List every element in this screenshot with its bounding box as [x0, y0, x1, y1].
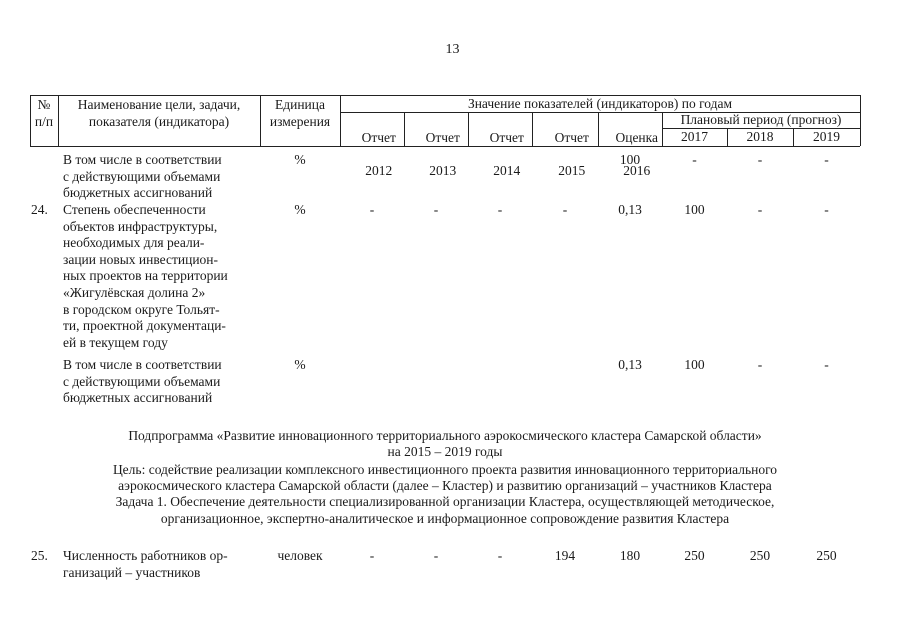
row-value-2012: -	[369, 548, 375, 563]
col-label: Оценка	[615, 129, 659, 145]
header-values-title: Значение показателей (индикаторов) по годам	[467, 96, 733, 111]
row-value-2019: -	[824, 202, 829, 217]
row-value-2017: 100	[684, 202, 705, 217]
subprogram-goal-line1: Цель: содействие реализации комплексного инвестиционного проекта развития инновационного территориального	[112, 462, 778, 477]
row-value-2013: -	[433, 202, 439, 217]
row-num: 25.	[31, 548, 48, 563]
col-year: 2014	[493, 162, 521, 178]
col-year: 2015	[558, 162, 586, 178]
col-label: Отчет	[425, 129, 460, 145]
row-name: Степень обеспеченности объектов инфраструктуры, необходимых для реали- зации новых инвестицион- ных проектов на территории «Жигулёвская долина 2» в городском округе Тольят- ти, проектной документаци- ей в текущем году	[63, 202, 228, 350]
header-plan-2017: 2017	[681, 129, 708, 144]
row-value-2016: 100	[619, 152, 641, 167]
row-name: В том числе в соответствии с действующими объемами бюджетных ассигнований	[63, 152, 222, 201]
col-year: 2013	[429, 162, 457, 178]
row-value-2018: -	[757, 357, 763, 372]
header-col-2015	[532, 113, 598, 196]
header-col-2013	[404, 113, 468, 196]
row-unit: %	[294, 152, 306, 167]
header-planned-title: Плановый период (прогноз)	[680, 112, 842, 127]
row-value-2015: -	[562, 202, 568, 217]
col-label: Отчет	[489, 129, 524, 145]
page-number: 13	[445, 42, 460, 57]
row-value-2014: -	[497, 202, 503, 217]
subprogram-task-line1: Задача 1. Обеспечение деятельности специализированной организации Кластера, осуществляющей методическое,	[115, 494, 775, 509]
row-value-2017: -	[692, 152, 697, 167]
subprogram-goal-line2: аэрокосмического кластера Самарской области (далее – Кластер) и развитию организаций – участников Кластера	[118, 478, 772, 493]
row-value-2019: 250	[816, 548, 837, 563]
row-value-2012: -	[369, 202, 375, 217]
row-value-2019: -	[824, 152, 829, 167]
header-col-2012	[340, 113, 404, 196]
row-value-2018: 250	[749, 548, 771, 563]
row-value-2019: -	[824, 357, 829, 372]
header-plan-2018: 2018	[746, 129, 774, 144]
row-unit: %	[294, 357, 306, 372]
row-num: 24.	[31, 202, 48, 217]
row-name: В том числе в соответствии с действующими объемами бюджетных ассигнований	[63, 357, 222, 406]
col-year: 2012	[365, 162, 393, 178]
subprogram-title-line1: Подпрограмма «Развитие инновационного территориального аэрокосмического кластера Самарской области»	[128, 428, 762, 443]
col-year: 2016	[623, 162, 651, 178]
row-value-2016: 0,13	[618, 357, 642, 372]
col-label: Отчет	[554, 129, 589, 145]
row-value-2014: -	[497, 548, 503, 563]
header-plan-2019: 2019	[813, 129, 840, 144]
row-value-2017: 250	[684, 548, 705, 563]
row-value-2016: 180	[619, 548, 641, 563]
col-label: Отчет	[361, 129, 396, 145]
header-name: Наименование цели, задачи, показателя (индикатора)	[77, 97, 241, 129]
row-unit: %	[294, 202, 306, 217]
row-value-2013: -	[433, 548, 439, 563]
subprogram-title-line2: на 2015 – 2019 годы	[387, 444, 503, 459]
subprogram-task-line2: организационное, экспертно-аналитическое и информационное сопровождение развития Кластера	[160, 511, 730, 526]
row-value-2017: 100	[684, 357, 705, 372]
row-value-2018: -	[757, 152, 763, 167]
row-value-2015: 194	[554, 548, 576, 563]
row-name: Численность работников ор- ганизаций – участников	[63, 548, 228, 580]
header-col-2014	[468, 113, 532, 196]
row-value-2018: -	[757, 202, 763, 217]
row-unit: человек	[277, 548, 323, 563]
row-value-2016: 0,13	[618, 202, 642, 217]
header-num: № п/п	[34, 97, 54, 129]
header-unit: Единица измерения	[269, 97, 331, 129]
